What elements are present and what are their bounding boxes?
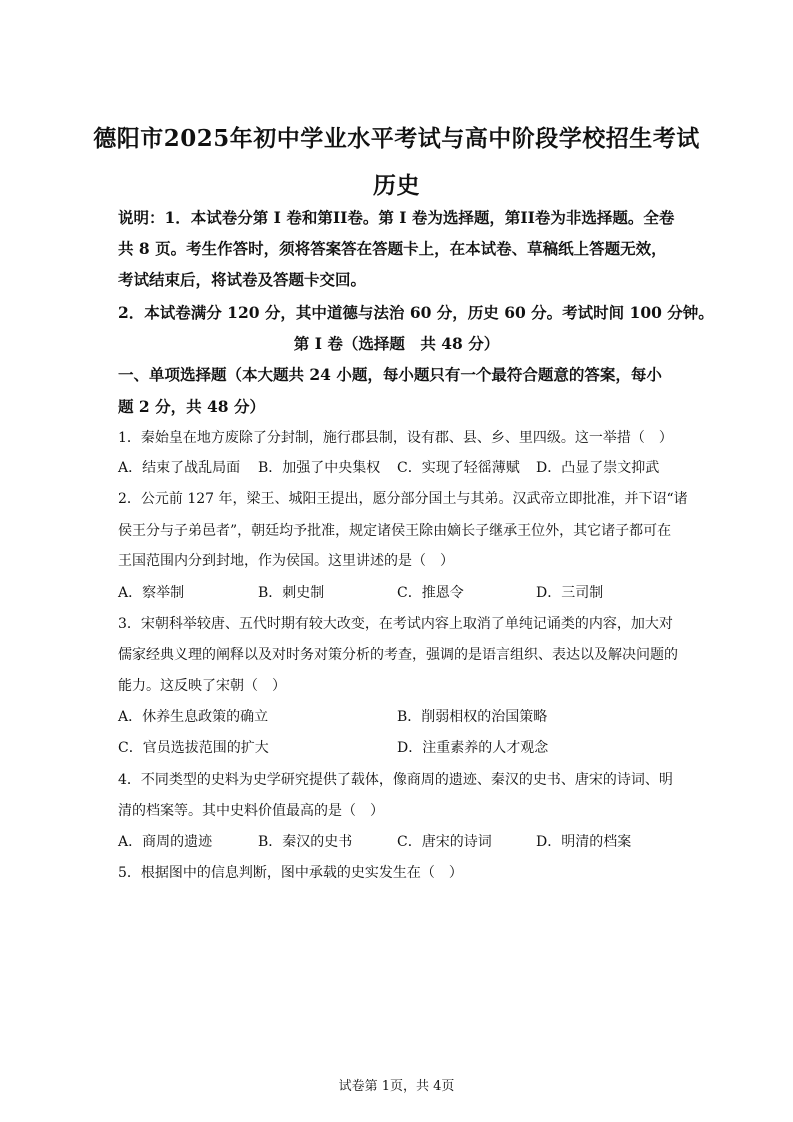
- option-b: B．秦汉的史书: [258, 834, 353, 850]
- question-stem: 能力。这反映了宋朝（ ）: [118, 678, 286, 694]
- question-stem: 侯王分与子弟邑者”，朝廷均予批准，规定诸侯王除由嫡长子继承王位外，其它诸子都可在: [118, 523, 672, 539]
- option-d: D．三司制: [536, 585, 604, 601]
- option-d: D．明清的档案: [536, 834, 632, 850]
- option-c: C．推恩令: [397, 585, 464, 601]
- title-subject: 历史: [373, 172, 420, 199]
- section-heading-line: 题 2 分，共 48 分）: [118, 397, 265, 416]
- question-stem: 1．秦始皇在地方废除了分封制，施行郡县制，设有郡、县、乡、里四级。这一举措（ ）: [118, 430, 673, 446]
- question-stem: 3．宋朝科举较唐、五代时期有较大改变，在考试内容上取消了单纯记诵类的内容，加大对: [118, 616, 673, 632]
- title-line-1: 德阳市2025年初中学业水平考试与高中阶段学校招生考试: [93, 125, 700, 152]
- question-stem: 4．不同类型的史料为史学研究提供了载体，像商周的遗迹、秦汉的史书、唐宋的诗词、明: [118, 772, 673, 788]
- option-c: C．实现了轻徭薄赋: [397, 460, 520, 476]
- option-a: A．休养生息政策的确立: [118, 709, 269, 725]
- question-stem: 儒家经典义理的阐释以及对时务对策分析的考查，强调的是语言组织、表达以及解决问题的: [118, 647, 678, 663]
- instruction-line: 2．本试卷满分 120 分，其中道德与法治 60 分，历史 60 分。考试时间 100 分钟。: [118, 303, 714, 322]
- option-b: B．削弱相权的治国策略: [397, 709, 548, 725]
- option-d: D．注重素养的人才观念: [397, 740, 549, 756]
- option-c: C．官员选拔范围的扩大: [118, 740, 269, 756]
- question-stem: 王国范围内分到封地，作为侯国。这里讲述的是（ ）: [118, 553, 454, 569]
- instruction-line: 考试结束后，将试卷及答题卡交回。: [118, 270, 367, 289]
- option-c: C．唐宋的诗词: [397, 834, 492, 850]
- option-d: D．凸显了崇文抑武: [536, 460, 660, 476]
- part-title: 第 I 卷（选择题 共 48 分）: [293, 334, 500, 353]
- option-a: A．商周的遗迹: [118, 834, 213, 850]
- option-a: A．察举制: [118, 585, 185, 601]
- question-stem: 5．根据图中的信息判断，图中承载的史实发生在（ ）: [118, 865, 463, 881]
- option-b: B．刺史制: [258, 585, 325, 601]
- instruction-line: 说明：1．本试卷分第 I 卷和第II卷。第 I 卷为选择题，第II卷为非选择题。全卷: [118, 208, 675, 227]
- section-heading-line: 一、单项选择题（本大题共 24 小题，每小题只有一个最符合题意的答案，每小: [118, 365, 662, 384]
- option-a: A．结束了战乱局面: [118, 460, 241, 476]
- page-footer: 试卷第 1页，共 4页: [338, 1079, 455, 1094]
- instruction-line: 共 8 页。考生作答时，须将答案答在答题卡上，在本试卷、草稿纸上答题无效，: [118, 239, 667, 258]
- question-stem: 清的档案等。其中史料价值最高的是（ ）: [118, 803, 384, 819]
- option-b: B．加强了中央集权: [258, 460, 381, 476]
- question-stem: 2．公元前 127 年，梁王、城阳王提出，愿分部分国土与其弟。汉武帝立即批准，并下诏“诸: [118, 491, 688, 507]
